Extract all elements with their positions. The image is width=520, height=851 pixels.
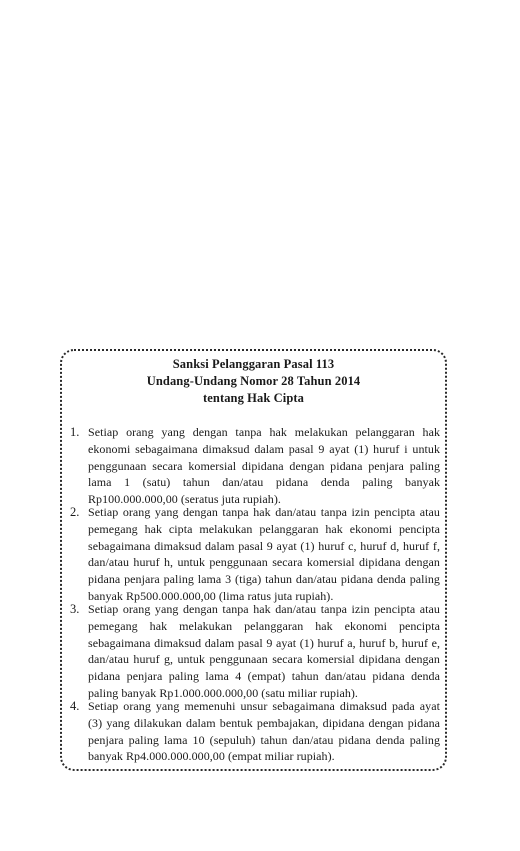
notice-title: Sanksi Pelanggaran Pasal 113 bbox=[172, 357, 335, 371]
list-item-number: 3. bbox=[70, 602, 80, 616]
list-item-number: 2. bbox=[70, 505, 80, 519]
list-item-text: Setiap orang yang dengan tanpa hak dan/atau tanpa izin pencipta atau pemegang hak melakukan pelanggaran hak ekonomi pencipta sebagaimana dimaksud dalam pasal 9 ayat (1) huruf a, huruf b, huruf e, dan/atau huruf g, untuk penggunaan secara komersial dipidana dengan pidana penjara paling lama 4 (empat) tahun dan/atau pidana denda paling banyak Rp1.000.000.000,00 (satu miliar rupiah). bbox=[88, 602, 440, 700]
notice-law-subject: tentang Hak Cipta bbox=[202, 391, 305, 405]
notice-law-reference: Undang-Undang Nomor 28 Tahun 2014 bbox=[146, 374, 361, 388]
list-item-text: Setiap orang yang dengan tanpa hak dan/atau tanpa izin pencipta atau pemegang hak cipta melakukan pelanggaran hak ekonomi pencipta sebagaimana dimaksud dalam pasal 9 ayat (1) huruf c, huruf d, huruf f, dan/atau huruf h, untuk penggunaan secara komersial dipidana dengan pidana penjara paling lama 3 (tiga) tahun dan/atau pidana denda paling banyak Rp500.000.000,00 (lima ratus juta rupiah). bbox=[88, 505, 440, 603]
list-item-number: 4. bbox=[70, 699, 80, 713]
list-item-number: 1. bbox=[70, 425, 80, 439]
list-item-text: Setiap orang yang memenuhi unsur sebagaimana dimaksud pada ayat (3) yang dilakukan dalam bentuk pembajakan, dipidana dengan pidana penjara paling lama 10 (sepuluh) tahun dan/atau pidana denda paling banyak Rp4.000.000.000,00 (empat miliar rupiah). bbox=[88, 699, 440, 764]
list-item-text: Setiap orang yang dengan tanpa hak melakukan pelanggaran hak ekonomi sebagaimana dimaksud dalam pasal 9 ayat (1) huruf i untuk penggunaan secara komersial dipidana dengan pidana penjara paling lama 1 (satu) tahun dan/atau pidana denda paling banyak Rp100.000.000,00 (seratus juta rupiah). bbox=[88, 425, 440, 507]
